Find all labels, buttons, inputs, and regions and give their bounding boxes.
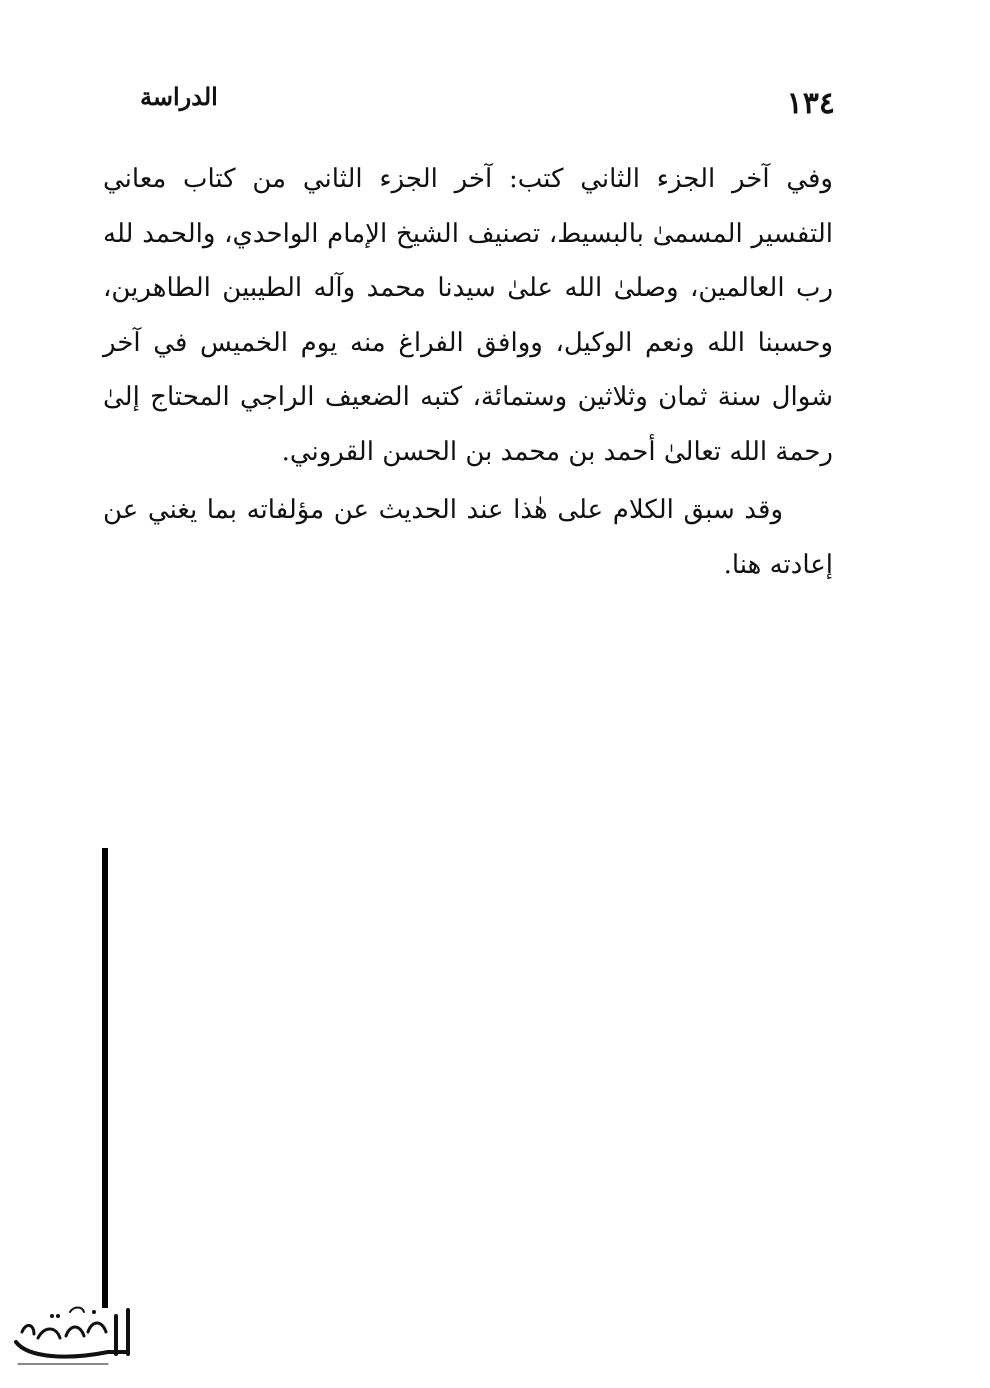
paragraph-colophon: وفي آخر الجزء الثاني كتب: آخر الجزء الثاني من كتاب معاني التفسير المسمىٰ بالبسيط، تصنيف الشيخ الإمام الواحدي، والحمد لله رب العالمين، وصلىٰ الله علىٰ سيدنا محمد وآله الطيبين الطاهرين، وحسبنا الله ونعم الوكيل، ووافق الفراغ منه يوم الخميس في آخر شوال سنة ثمان وثلاثين وستمائة، كتبه الضعيف الراجي المحتاج إلىٰ رحمة الله تعالىٰ أحمد بن محمد بن الحسن القروني. <box>103 164 833 467</box>
calligraphy-stamp-logo <box>8 1302 138 1372</box>
page-number: ١٣٤ <box>786 86 835 121</box>
paragraph-note: وقد سبق الكلام على هٰذا عند الحديث عن مؤلفاته بما يغني عن إعادته هنا. <box>103 495 833 580</box>
running-header <box>140 80 835 120</box>
section-title: الدراسة <box>140 82 218 111</box>
body-text <box>103 152 833 592</box>
margin-rule <box>102 848 108 1308</box>
